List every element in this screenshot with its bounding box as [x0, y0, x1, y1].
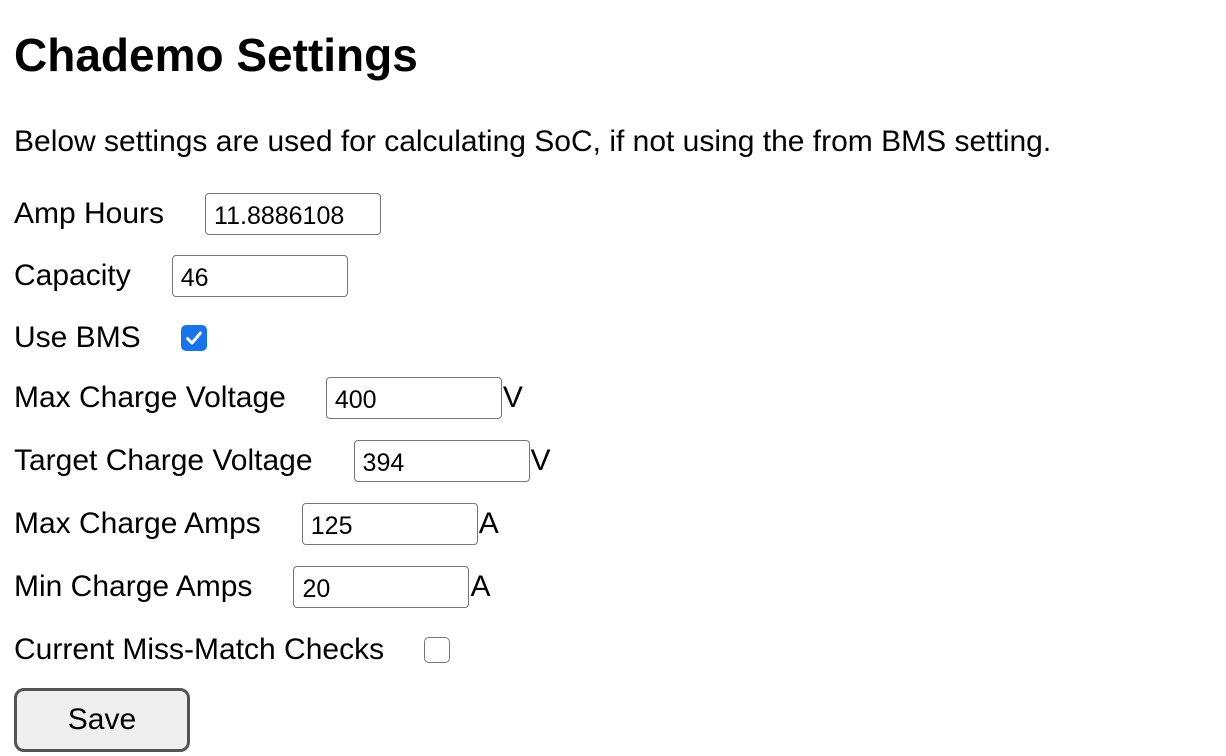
max-charge-voltage-row — [14, 376, 523, 420]
max-charge-amps-unit: A — [478, 507, 499, 540]
use-bms-row — [14, 316, 207, 360]
min-charge-amps-label: Min Charge Amps — [14, 570, 253, 603]
target-charge-voltage-input[interactable] — [354, 440, 530, 482]
capacity-row — [14, 254, 348, 298]
min-charge-amps-input[interactable] — [293, 566, 469, 608]
save-button[interactable]: Save — [14, 688, 190, 752]
page-title: Chademo Settings — [14, 29, 418, 81]
amp-hours-input[interactable] — [205, 193, 381, 235]
current-mismatch-checks-checkbox[interactable] — [424, 637, 450, 663]
min-charge-amps-row — [14, 565, 490, 609]
use-bms-label: Use BMS — [14, 321, 141, 354]
max-charge-amps-label: Max Charge Amps — [14, 507, 261, 540]
max-charge-voltage-unit: V — [502, 381, 523, 414]
max-charge-amps-input[interactable] — [302, 503, 478, 545]
amp-hours-row — [14, 192, 381, 236]
intro-text: Below settings are used for calculating SoC, if not using the from BMS setting. — [14, 125, 1052, 158]
use-bms-checkbox[interactable] — [181, 325, 207, 351]
capacity-input[interactable] — [172, 255, 348, 297]
target-charge-voltage-unit: V — [530, 444, 551, 477]
amp-hours-label: Amp Hours — [14, 197, 165, 230]
max-charge-voltage-label: Max Charge Voltage — [14, 381, 286, 414]
max-charge-voltage-input[interactable] — [326, 377, 502, 419]
target-charge-voltage-label: Target Charge Voltage — [14, 444, 313, 477]
max-charge-amps-row — [14, 502, 499, 546]
target-charge-voltage-row — [14, 439, 551, 483]
checkmark-icon — [185, 330, 203, 346]
current-mismatch-checks-label: Current Miss-Match Checks — [14, 633, 385, 666]
capacity-label: Capacity — [14, 259, 131, 292]
min-charge-amps-unit: A — [470, 570, 491, 603]
current-mismatch-checks-row — [14, 628, 450, 672]
